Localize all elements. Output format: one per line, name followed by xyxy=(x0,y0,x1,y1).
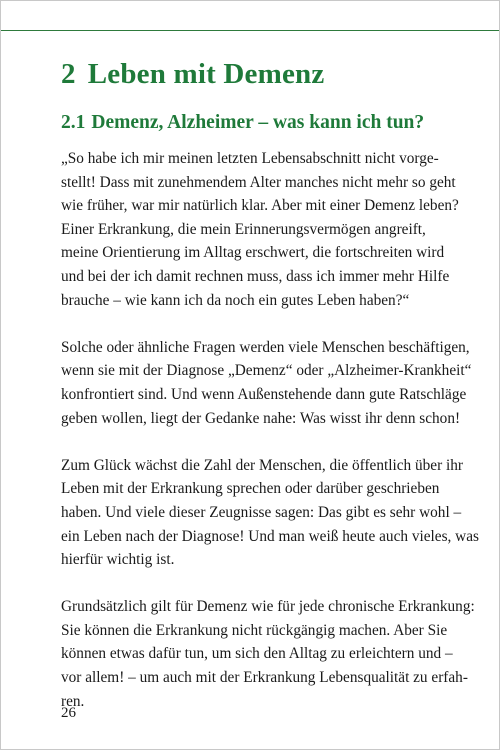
text-line: meine Orientierung im Alltag erschwert, die fortschreiten wird xyxy=(61,244,445,262)
section-heading xyxy=(61,112,424,134)
text-line: ein Leben nach der Diagnose! Und man weiß heute auch vieles, was xyxy=(61,527,479,545)
paragraph xyxy=(61,336,472,430)
text-line: wenn sie mit der Diagnose „Demenz“ oder „Alzheimer-Krankheit“ xyxy=(61,362,472,380)
text-line: stellt! Dass mit zunehmendem Alter manches nicht mehr so geht xyxy=(61,173,456,191)
text-line: können etwas dafür tun, um sich den Alltag zu erleichtern und – xyxy=(61,645,453,663)
text-line: hierfür wichtig ist. xyxy=(61,551,175,569)
text-line: Einer Erkrankung, die mein Erinnerungsvermögen angreift, xyxy=(61,220,426,238)
header-rule xyxy=(1,30,499,31)
body-text xyxy=(61,147,479,737)
text-line: haben. Und viele dieser Zeugnisse sagen: Das gibt es sehr wohl – xyxy=(61,503,462,521)
text-line: ren. xyxy=(61,692,85,710)
text-line: geben wollen, liegt der Gedanke nahe: Was wisst ihr denn schon! xyxy=(61,409,461,427)
text-line: Grundsätzlich gilt für Demenz wie für jede chronische Erkrankung: xyxy=(61,598,475,616)
page-number: 26 xyxy=(61,705,76,721)
text-line: vor allem! – um auch mit der Erkrankung Lebensqualität zu erfah- xyxy=(61,669,468,687)
text-line: Sie können die Erkrankung nicht rückgängig machen. Aber Sie xyxy=(61,621,448,639)
text-line: Zum Glück wächst die Zahl der Menschen, die öffentlich über ihr xyxy=(61,456,463,474)
section-title: Demenz, Alzheimer – was kann ich tun? xyxy=(91,112,425,133)
text-line: konfrontiert sind. Und wenn Außenstehende dann gute Ratschläge xyxy=(61,385,467,403)
chapter-number: 2 xyxy=(61,58,76,90)
chapter-title: Leben mit Demenz xyxy=(87,58,325,90)
text-line: Solche oder ähnliche Fragen werden viele Menschen beschäftigen, xyxy=(61,338,470,356)
chapter-heading xyxy=(61,58,324,91)
text-line: „So habe ich mir meinen letzten Lebensabschnitt nicht vorge- xyxy=(61,150,439,167)
paragraph xyxy=(61,454,479,572)
text-line: brauche – wie kann ich da noch ein gutes Leben haben?“ xyxy=(61,291,410,309)
text-line: wie früher, war mir natürlich klar. Aber mit einer Demenz leben? xyxy=(61,197,459,215)
section-number: 2.1 xyxy=(61,112,86,133)
paragraph xyxy=(61,595,475,713)
text-line: und bei der ich damit rechnen muss, dass ich immer mehr Hilfe xyxy=(61,267,450,285)
text-line: Leben mit der Erkrankung sprechen oder darüber geschrieben xyxy=(61,480,440,498)
paragraph-quote xyxy=(61,147,459,312)
